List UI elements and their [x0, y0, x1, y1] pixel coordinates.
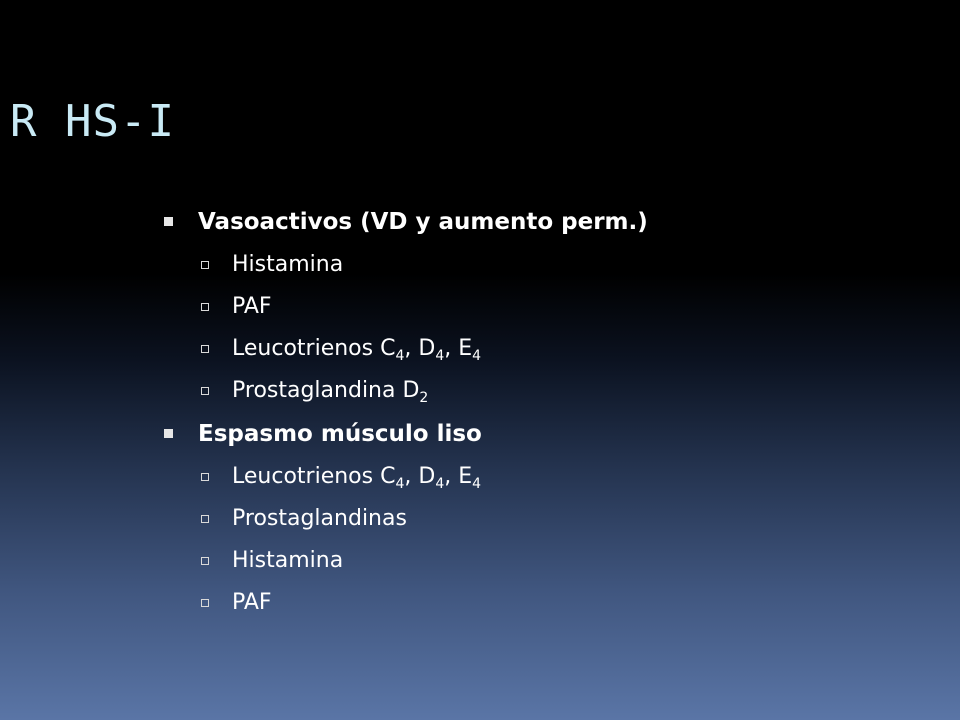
- subscript: 4: [472, 476, 482, 492]
- list-item-label-part: , D: [404, 464, 436, 489]
- hollow-square-bullet-icon: [201, 599, 209, 607]
- list-item: [160, 244, 920, 286]
- list-item-label: Prostaglandina D: [232, 378, 420, 403]
- subscript: 4: [395, 476, 405, 492]
- subscript: 4: [395, 348, 405, 364]
- section-heading-espasmo: [160, 412, 920, 456]
- list-item-label: Leucotrienos C: [232, 336, 396, 361]
- list-item-label: Histamina: [232, 252, 344, 277]
- square-bullet-icon: [164, 217, 173, 226]
- list-item-label: PAF: [232, 294, 272, 319]
- list-item-label: PAF: [232, 590, 272, 615]
- list-item: [160, 498, 920, 540]
- slide-title: R HS-I: [10, 96, 175, 147]
- hollow-square-bullet-icon: [201, 557, 209, 565]
- list-item: [160, 540, 920, 582]
- list-item-label-part: , E: [444, 336, 473, 361]
- section-heading-label: Espasmo músculo liso: [198, 421, 482, 447]
- list-item: [160, 582, 920, 624]
- hollow-square-bullet-icon: [201, 473, 209, 481]
- list-item: [160, 286, 920, 328]
- list-item-label-part: , D: [404, 336, 436, 361]
- subscript: 4: [435, 476, 445, 492]
- subscript: 4: [472, 348, 482, 364]
- list-item: [160, 370, 920, 412]
- bullet-list: [160, 200, 920, 624]
- list-item: [160, 328, 920, 370]
- list-item-label: Histamina: [232, 548, 344, 573]
- hollow-square-bullet-icon: [201, 303, 209, 311]
- section-heading-vasoactivos: [160, 200, 920, 244]
- subscript: 4: [435, 348, 445, 364]
- list-item: [160, 456, 920, 498]
- section-heading-label: Vasoactivos (VD y aumento perm.): [198, 209, 648, 235]
- hollow-square-bullet-icon: [201, 387, 209, 395]
- list-item-label-part: , E: [444, 464, 473, 489]
- hollow-square-bullet-icon: [201, 345, 209, 353]
- square-bullet-icon: [164, 429, 173, 438]
- hollow-square-bullet-icon: [201, 515, 209, 523]
- hollow-square-bullet-icon: [201, 261, 209, 269]
- list-item-label: Prostaglandinas: [232, 506, 407, 531]
- subscript: 2: [419, 390, 429, 406]
- list-item-label: Leucotrienos C: [232, 464, 396, 489]
